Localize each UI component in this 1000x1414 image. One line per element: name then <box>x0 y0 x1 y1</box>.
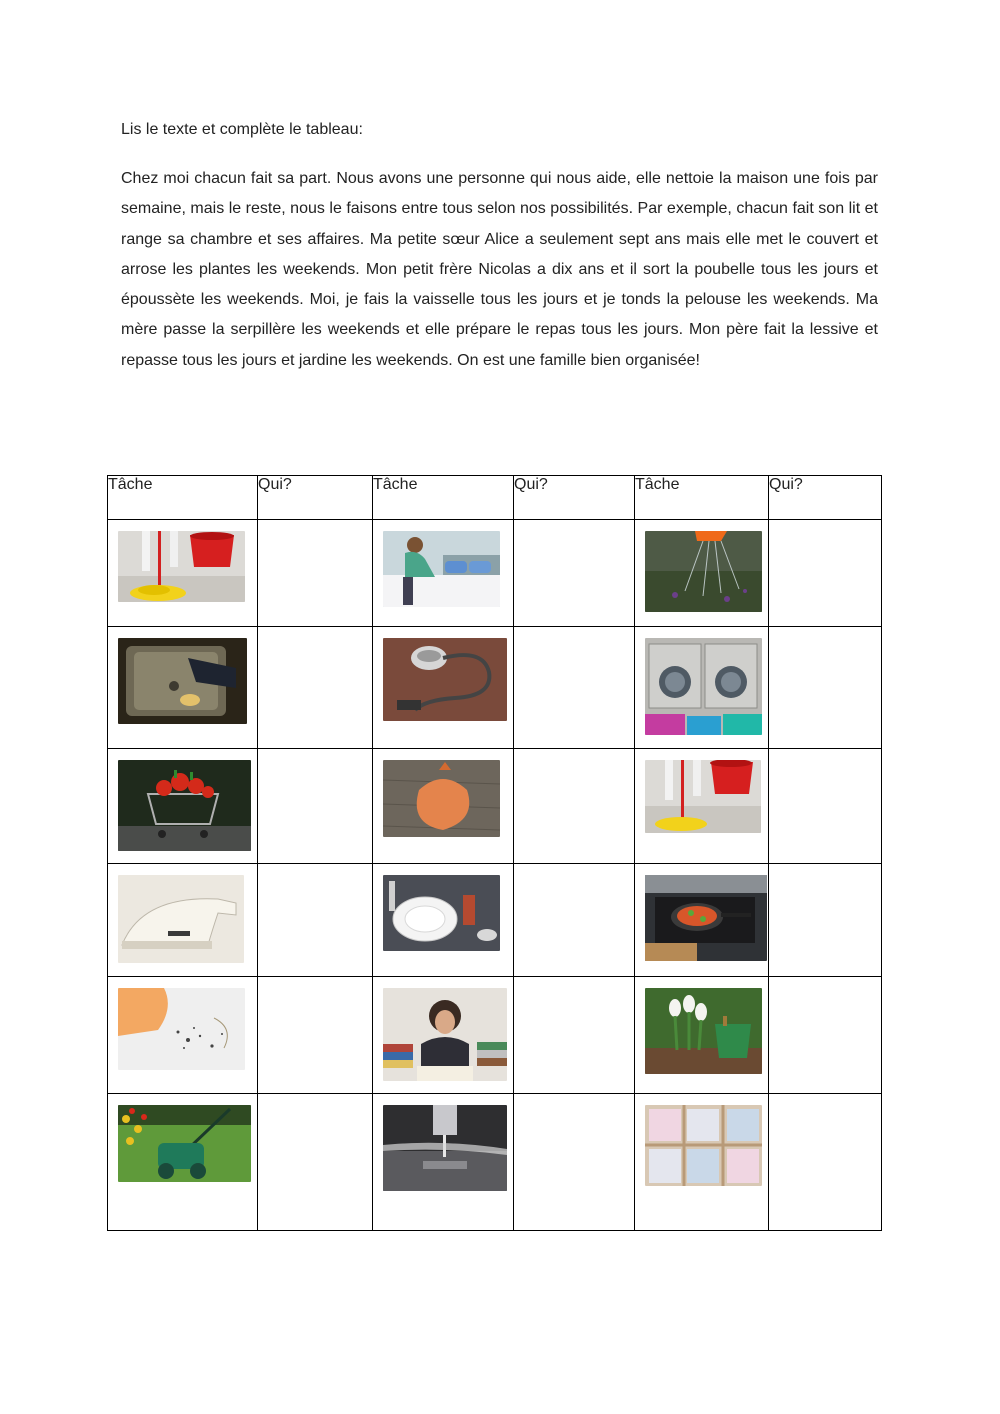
dishwashing-photo <box>118 638 247 724</box>
mop-bucket-photo <box>645 760 761 833</box>
tulips-garden-photo <box>645 988 762 1074</box>
who-cell[interactable] <box>258 977 373 1094</box>
table-row <box>108 627 882 749</box>
who-cell[interactable] <box>769 864 882 977</box>
sewing-machine-photo <box>383 1105 507 1191</box>
column-header-task: Tâche <box>108 476 258 520</box>
watering-can-photo <box>645 531 762 612</box>
who-cell[interactable] <box>769 749 882 864</box>
task-cell <box>635 977 769 1094</box>
who-cell[interactable] <box>514 1094 635 1231</box>
task-cell <box>635 864 769 977</box>
who-cell[interactable] <box>258 1094 373 1231</box>
who-cell[interactable] <box>258 864 373 977</box>
task-cell <box>108 520 258 627</box>
column-header-who: Qui? <box>769 476 882 520</box>
column-header-who: Qui? <box>514 476 635 520</box>
task-cell <box>635 1094 769 1231</box>
table-setting-photo <box>383 875 500 951</box>
table-row <box>108 977 882 1094</box>
task-cell <box>635 627 769 749</box>
washing-machines-photo <box>645 638 762 735</box>
who-cell[interactable] <box>769 977 882 1094</box>
table-row <box>108 749 882 864</box>
task-cell <box>108 864 258 977</box>
who-cell[interactable] <box>514 749 635 864</box>
table-row <box>108 520 882 627</box>
dust-cloth-photo <box>118 988 245 1070</box>
vacuum-cleaner-photo <box>383 638 507 721</box>
bed-making-photo <box>383 531 500 607</box>
who-cell[interactable] <box>258 749 373 864</box>
who-cell[interactable] <box>769 520 882 627</box>
task-cell <box>108 1094 258 1231</box>
table-header-row <box>108 476 882 520</box>
column-header-task: Tâche <box>635 476 769 520</box>
iron-photo <box>118 875 244 963</box>
task-cell <box>373 627 514 749</box>
task-cell <box>373 749 514 864</box>
garbage-bag-photo <box>383 760 500 837</box>
task-cell <box>373 520 514 627</box>
task-cell <box>108 749 258 864</box>
task-table <box>107 475 882 1231</box>
reading-text: Chez moi chacun fait sa part. Nous avons une personne qui nous aide, elle nettoie la maison une fois par semaine, mais le reste, nous le faisons entre tous selon nos possibilités. Par exemple, chacun fait son lit et range sa chambre et ses affaires. Ma petite sœur Alice a seulement sept ans mais elle met le couvert et arrose les plantes les weekends. Mon petit frère Nicolas a dix ans et il sort la poubelle tous les jours et époussète les weekends. Moi, je fais la vaisselle tous les jours et je tonds la pelouse les weekends. Ma mère passe la serpillère les weekends et elle prépare le repas tous les jours. Mon père fait la lessive et repasse tous les jours et jardine les weekends. On est une famille bien organisée! <box>121 170 878 369</box>
lawn-mower-photo <box>118 1105 251 1182</box>
who-cell[interactable] <box>514 864 635 977</box>
who-cell[interactable] <box>258 627 373 749</box>
who-cell[interactable] <box>258 520 373 627</box>
student-books-photo <box>383 988 507 1081</box>
who-cell[interactable] <box>514 977 635 1094</box>
who-cell[interactable] <box>769 1094 882 1231</box>
shopping-cart-photo <box>118 760 251 851</box>
who-cell[interactable] <box>514 520 635 627</box>
task-cell <box>373 1094 514 1231</box>
column-header-task: Tâche <box>373 476 514 520</box>
drawer-organizer-photo <box>645 1105 762 1186</box>
mop-bucket-photo <box>118 531 245 602</box>
who-cell[interactable] <box>514 627 635 749</box>
task-cell <box>635 749 769 864</box>
who-cell[interactable] <box>769 627 882 749</box>
cooking-pan-photo <box>645 875 767 961</box>
task-cell <box>373 977 514 1094</box>
task-cell <box>373 864 514 977</box>
task-cell <box>108 977 258 1094</box>
column-header-who: Qui? <box>258 476 373 520</box>
task-cell <box>108 627 258 749</box>
table-row <box>108 1094 882 1231</box>
instruction: Lis le texte et complète le tableau: <box>121 121 363 138</box>
table-row <box>108 864 882 977</box>
task-cell <box>635 520 769 627</box>
